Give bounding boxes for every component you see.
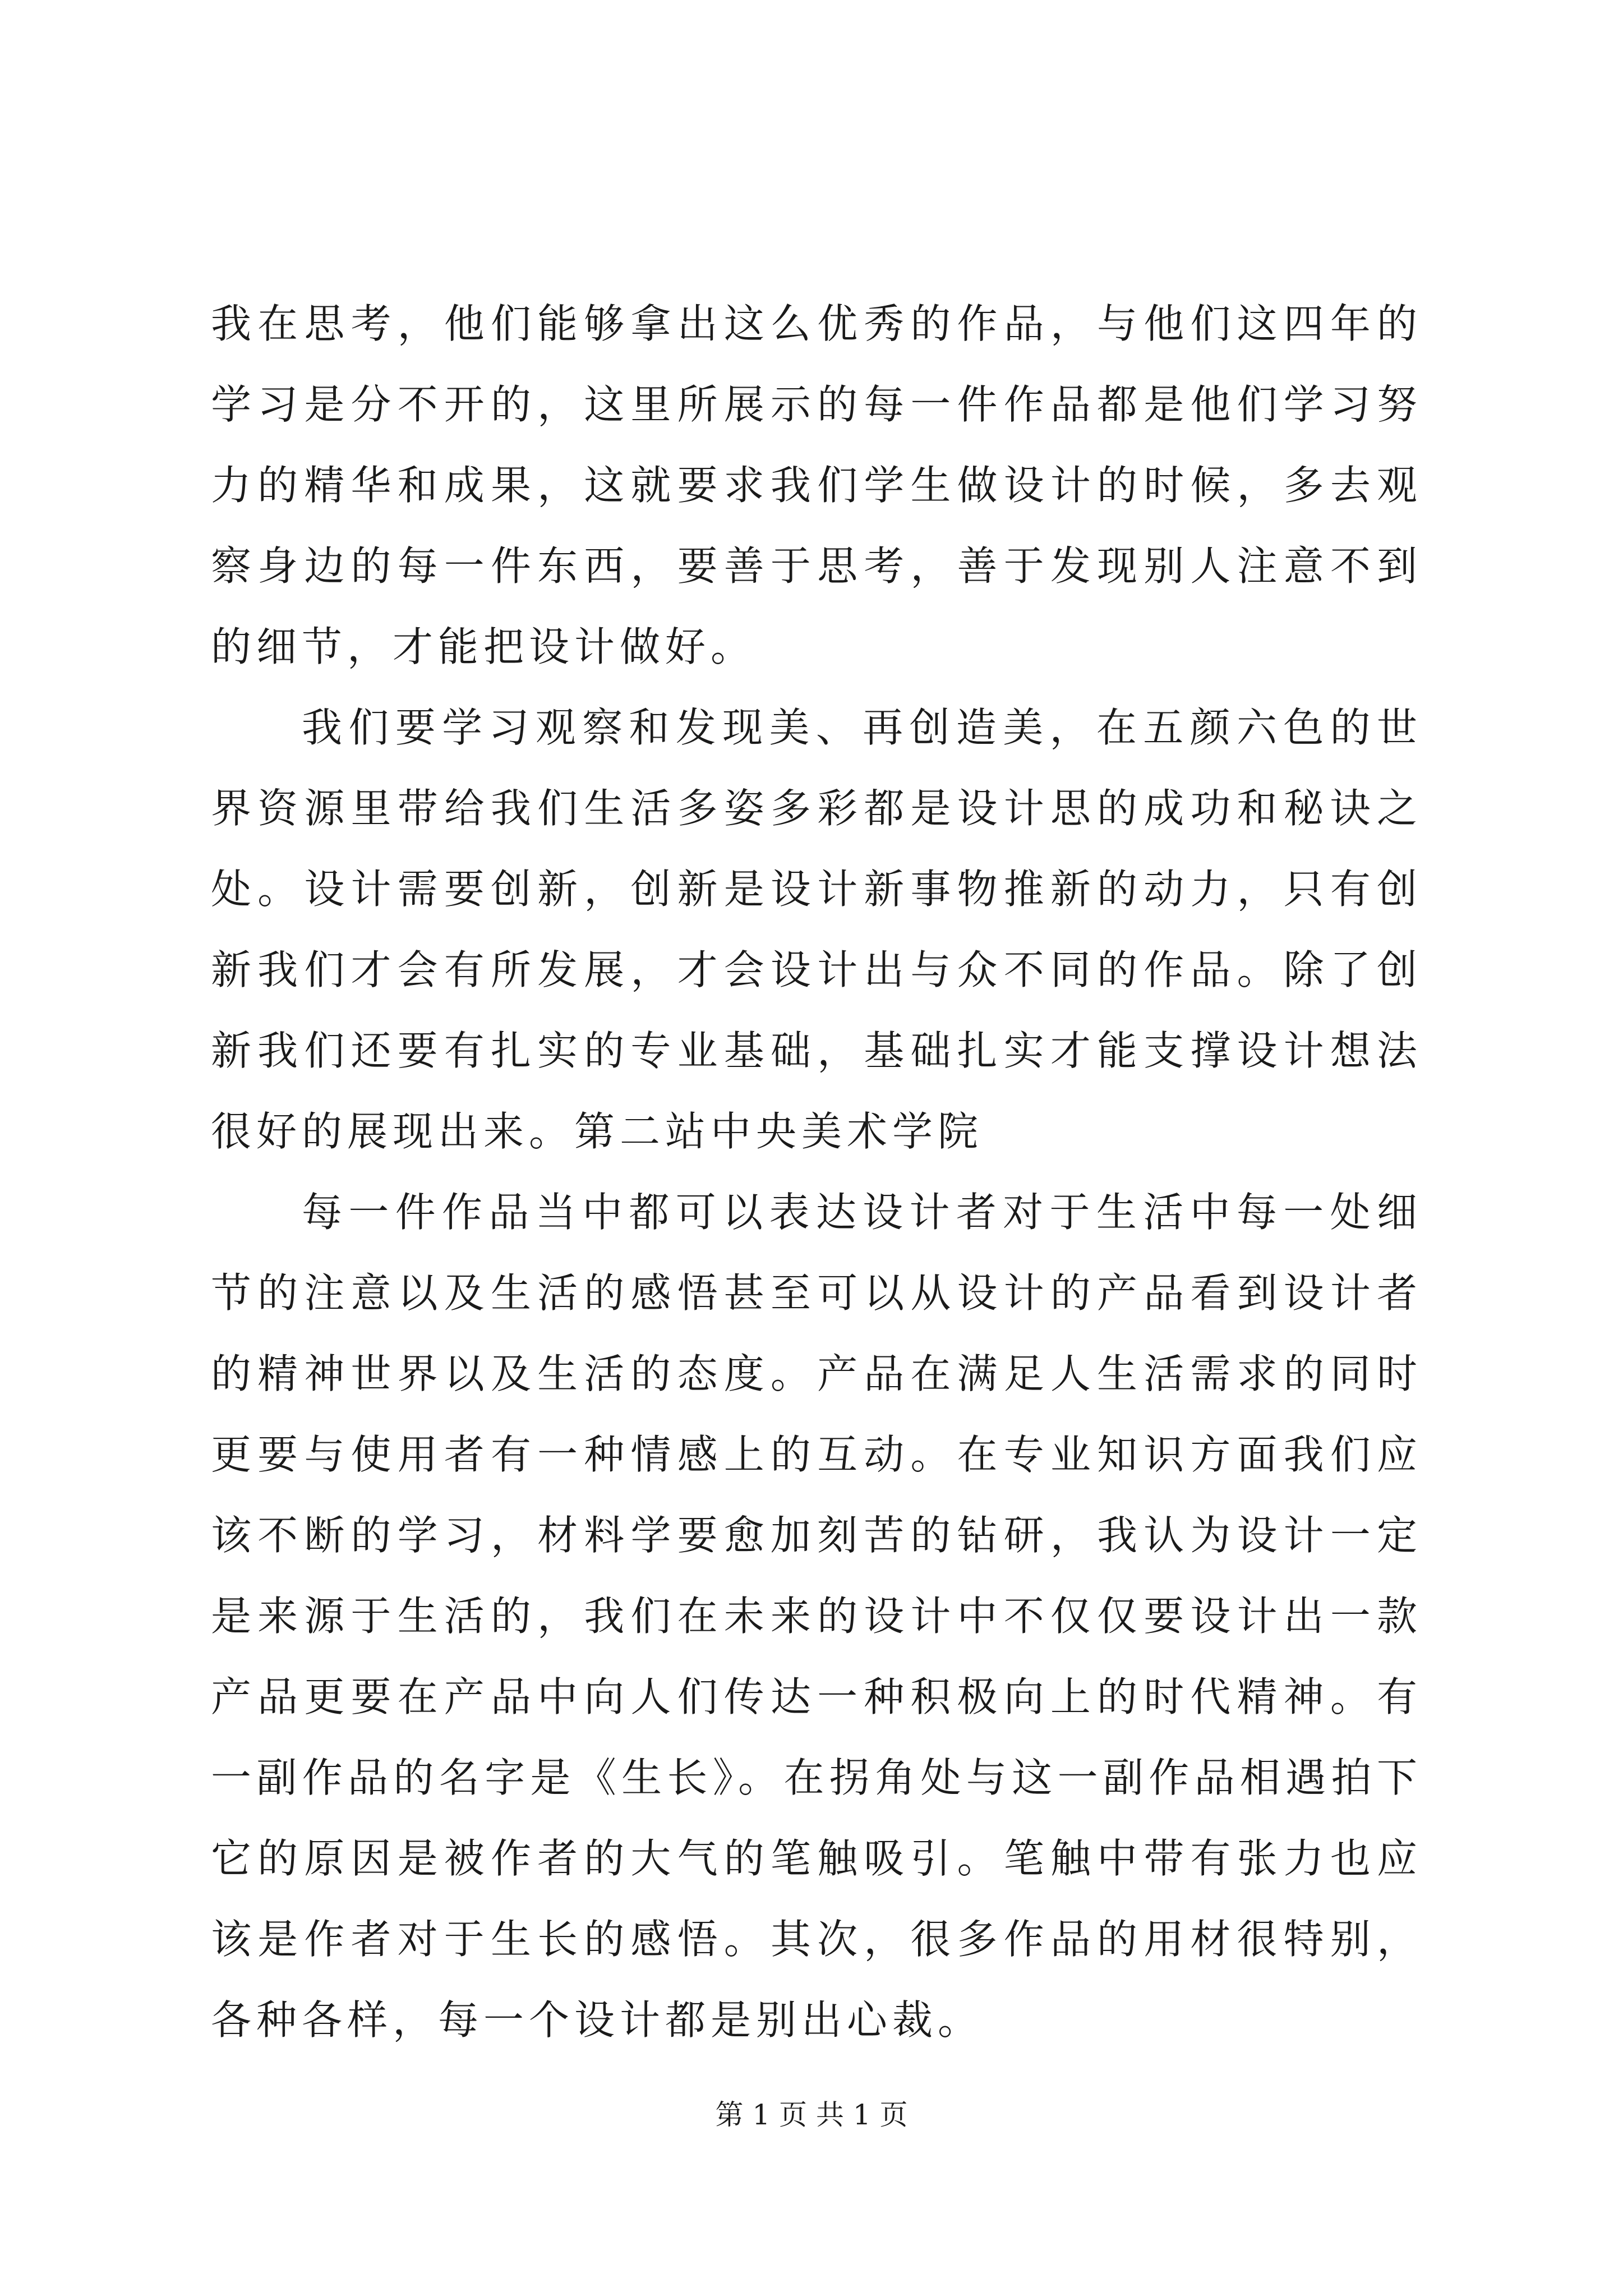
paragraph-1: 我在思考，他们能够拿出这么优秀的作品，与他们这四年的学习是分不开的，这里所展示的每一件作品都是他们学习努力的精华和成果，这就要求我们学生做设计的时候，多去观察身边的每一件东西，要善于思考，善于发现别人注意不到的细节，才能把设计做好。 <box>211 300 1422 670</box>
paragraph-2: 我们要学习观察和发现美、再创造美，在五颜六色的世界资源里带给我们生活多姿多彩都是设计思的成功和秘诀之处。设计需要创新，创新是设计新事物推新的动力，只有创新我们才会有所发展，才会设计出与众不同的作品。除了创新我们还要有扎实的专业基础，基础扎实才能支撑设计想法很好的展现出来。第二站中央美术学院 <box>211 704 1422 1155</box>
document-body <box>211 283 1422 2060</box>
page-footer: 第 1 页 共 1 页 <box>715 2099 908 2131</box>
paragraph-3: 每一件作品当中都可以表达设计者对于生活中每一处细节的注意以及生活的感悟甚至可以从设计的产品看到设计者的精神世界以及生活的态度。产品在满足人生活需求的同时更要与使用者有一种情感上的互动。在专业知识方面我们应该不断的学习，材料学要愈加刻苦的钻研，我认为设计一定是来源于生活的，我们在未来的设计中不仅仅要设计出一款产品更要在产品中向人们传达一种积极向上的时代精神。有一副作品的名字是《生长》。在拐角处与这一副作品相遇拍下它的原因是被作者的大气的笔触吸引。笔触中带有张力也应该是作者对于生长的感悟。其次，很多作品的用材很特别，各种各样，每一个设计都是别出心裁。 <box>211 1189 1422 2044</box>
